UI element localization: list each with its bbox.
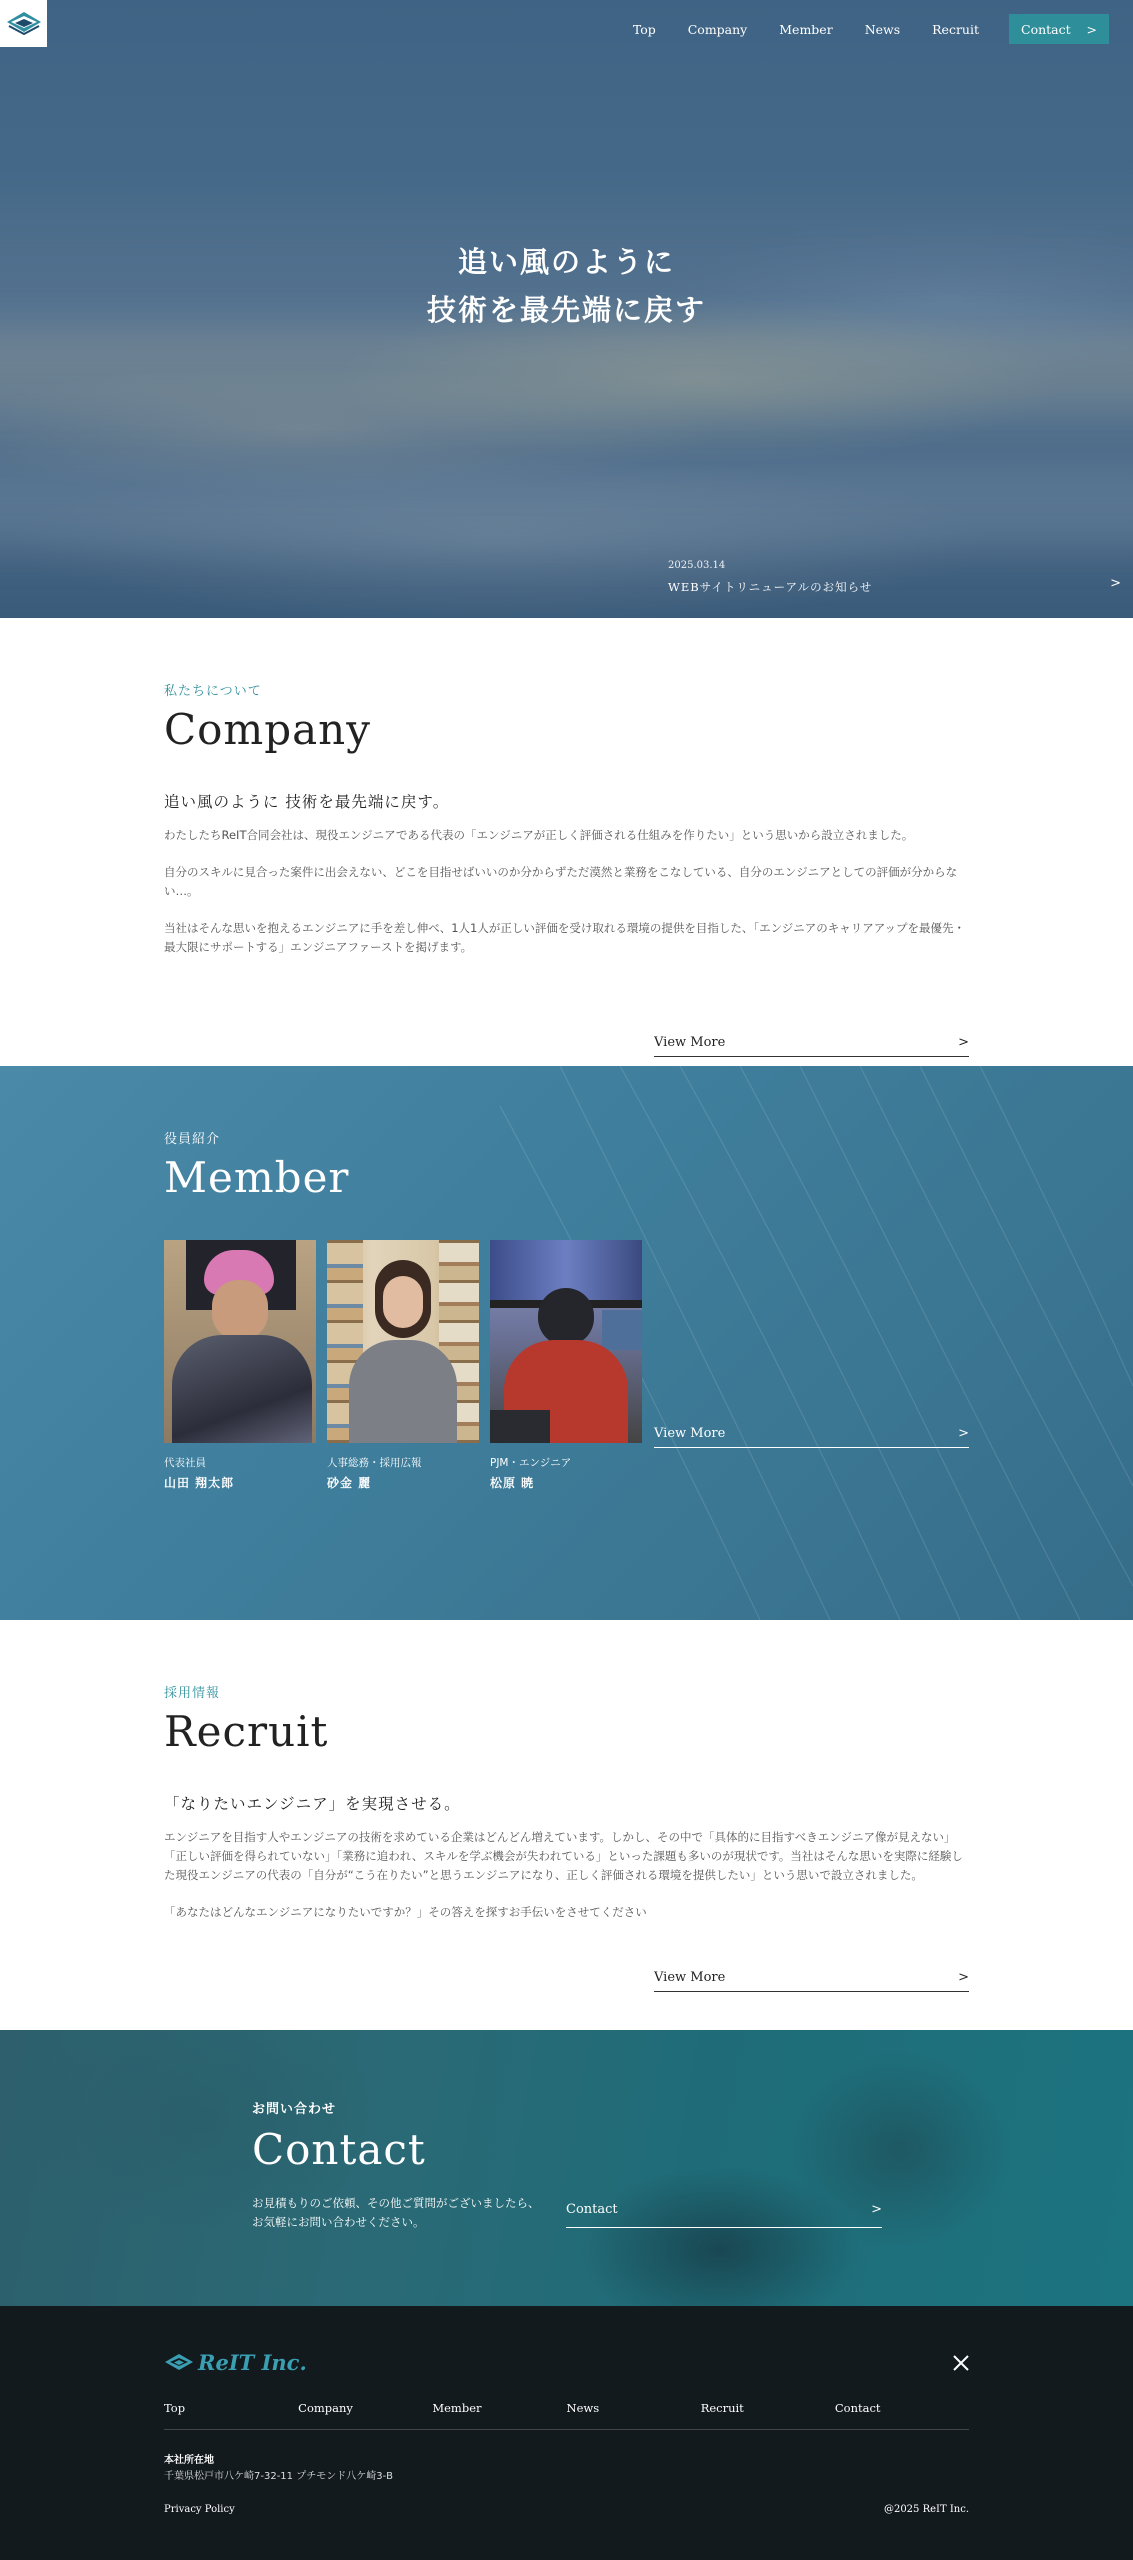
footer-nav-news[interactable]: News xyxy=(566,2401,600,2415)
member-eyebrow: 役員紹介 xyxy=(164,1132,221,1147)
hero-cloud xyxy=(0,470,1133,550)
news-ticker[interactable] xyxy=(668,560,872,595)
member-list xyxy=(164,1240,969,1491)
member-card[interactable] xyxy=(490,1240,642,1491)
contact-title: Contact xyxy=(252,2125,426,2174)
hero-catchphrase xyxy=(0,238,1133,334)
member-role: 人事総務・採用広報 xyxy=(327,1457,422,1469)
hero-catch-line2: 技術を最先端に戻す xyxy=(426,293,706,327)
contact-link-label: Contact xyxy=(566,2202,618,2217)
contact-section xyxy=(0,2030,1133,2306)
company-lead: 追い風のように 技術を最先端に戻す。 xyxy=(164,793,450,811)
chevron-right-icon: > xyxy=(871,2202,882,2217)
contact-text-line: お見積もりのご依頼、その他ご質問がございましたら、 xyxy=(252,2196,540,2210)
footer-logo-text: ReIT Inc. xyxy=(198,2350,307,2375)
footer-nav-contact[interactable]: Contact xyxy=(834,2401,881,2415)
footer-nav-company[interactable]: Company xyxy=(298,2401,353,2415)
hero-cloud xyxy=(0,330,1133,410)
company-paragraph: わたしたちReIT合同会社は、現役エンジニアである代表の「エンジニアが正しく評価される仕組みを作りたい」という思いから設立されました。 xyxy=(164,828,914,842)
privacy-policy-link[interactable]: Privacy Policy xyxy=(164,2504,235,2515)
recruit-eyebrow: 採用情報 xyxy=(164,1686,221,1701)
member-view-more-link[interactable] xyxy=(654,1426,969,1448)
recruit-paragraph: エンジニアを目指す人やエンジニアの技術を求めている企業はどんどん増えています。しかし、その中で「具体的に目指すべきエンジニア像が見えない」「正しい評価を得られていない」「業務に追われ、スキルを学ぶ機会が失われている」といった課題も多いのが現状です。当社はそんな思いを実際に経験した現役エンジニアの代表の「自分が“こう在りたい”と思うエンジニアになり、正しく評価される環境を提供したい」という思いで設立されました。 xyxy=(164,1830,963,1882)
view-more-label: View More xyxy=(654,1426,726,1441)
news-date: 2025.03.14 xyxy=(668,560,726,571)
contact-link[interactable] xyxy=(566,2202,882,2228)
recruit-view-more-link[interactable] xyxy=(654,1970,969,1992)
company-section xyxy=(0,618,1133,1066)
hero-catch-line1: 追い風のように xyxy=(457,245,675,279)
chevron-right-icon: > xyxy=(958,1426,969,1441)
member-photo xyxy=(327,1240,479,1443)
footer-nav-member[interactable]: Member xyxy=(432,2401,482,2415)
chevron-right-icon: > xyxy=(1086,21,1097,37)
company-paragraph: 当社はそんな思いを抱えるエンジニアに手を差し伸べ、1人1人が正しい評価を受け取れる環境の提供を目指した、「エンジニアのキャリアアップを最優先・最大限にサポートする」エンジニアファーストを掲げます。 xyxy=(164,921,965,954)
contact-text-line: お気軽にお問い合わせください。 xyxy=(252,2215,425,2229)
footer-nav-top[interactable]: Top xyxy=(164,2401,186,2415)
footer-nav-recruit[interactable]: Recruit xyxy=(700,2401,744,2415)
copyright: @2025 ReIT Inc. xyxy=(883,2504,969,2515)
recruit-section xyxy=(0,1620,1133,2030)
logo-mark-icon xyxy=(6,11,42,37)
x-social-icon[interactable] xyxy=(952,2354,970,2376)
contact-eyebrow: お問い合わせ xyxy=(252,2102,337,2117)
member-name: 山田 翔太郎 xyxy=(164,1476,235,1490)
nav-contact-button[interactable] xyxy=(1009,14,1109,44)
member-title: Member xyxy=(164,1153,350,1202)
company-eyebrow: 私たちについて xyxy=(164,684,262,699)
nav-company[interactable]: Company xyxy=(687,21,748,37)
member-photo xyxy=(490,1240,642,1443)
member-photo xyxy=(164,1240,316,1443)
nav-news[interactable]: News xyxy=(864,21,901,37)
office-label: 本社所在地 xyxy=(164,2455,214,2466)
recruit-paragraph: 「あなたはどんなエンジニアになりたいですか？」その答えを探すお手伝いをさせてください xyxy=(164,1905,647,1919)
footer-nav xyxy=(164,2401,969,2430)
logo[interactable] xyxy=(0,0,47,47)
office-address: 千葉県松戸市八ケ崎7-32-11 プチモンド八ケ崎3-B xyxy=(164,2471,394,2482)
footer-logo[interactable] xyxy=(164,2350,307,2375)
member-card[interactable] xyxy=(164,1240,316,1491)
nav-member[interactable]: Member xyxy=(779,21,833,37)
nav-recruit[interactable]: Recruit xyxy=(932,21,979,37)
company-view-more-link[interactable] xyxy=(654,1035,969,1057)
hero-section xyxy=(0,0,1133,618)
company-title: Company xyxy=(164,705,371,754)
member-card[interactable] xyxy=(327,1240,479,1491)
footer xyxy=(0,2306,1133,2560)
recruit-title: Recruit xyxy=(164,1707,329,1756)
logo-mark-icon xyxy=(164,2353,194,2373)
view-more-label: View More xyxy=(654,1035,726,1050)
nav-contact-label: Contact xyxy=(1021,21,1071,37)
chevron-right-icon: > xyxy=(958,1970,969,1985)
member-role: PJM・エンジニア xyxy=(490,1457,572,1469)
member-name: 松原 暁 xyxy=(490,1476,535,1490)
news-title: WEBサイトリニューアルのお知らせ xyxy=(668,580,873,594)
view-more-label: View More xyxy=(654,1970,726,1985)
nav-top[interactable]: Top xyxy=(632,21,656,37)
company-paragraph: 自分のスキルに見合った案件に出会えない、どこを目指せばいいのか分からずただ漠然と業務をこなしている、自分のエンジニアとしての評価が分からない…。 xyxy=(164,865,958,898)
global-nav xyxy=(601,14,1109,44)
chevron-right-icon[interactable]: > xyxy=(1110,576,1121,591)
member-role: 代表社員 xyxy=(164,1457,206,1469)
chevron-right-icon: > xyxy=(958,1035,969,1050)
member-name: 砂金 麗 xyxy=(327,1476,372,1490)
recruit-lead: 「なりたいエンジニア」を実現させる。 xyxy=(164,1795,461,1813)
member-section xyxy=(0,1066,1133,1620)
